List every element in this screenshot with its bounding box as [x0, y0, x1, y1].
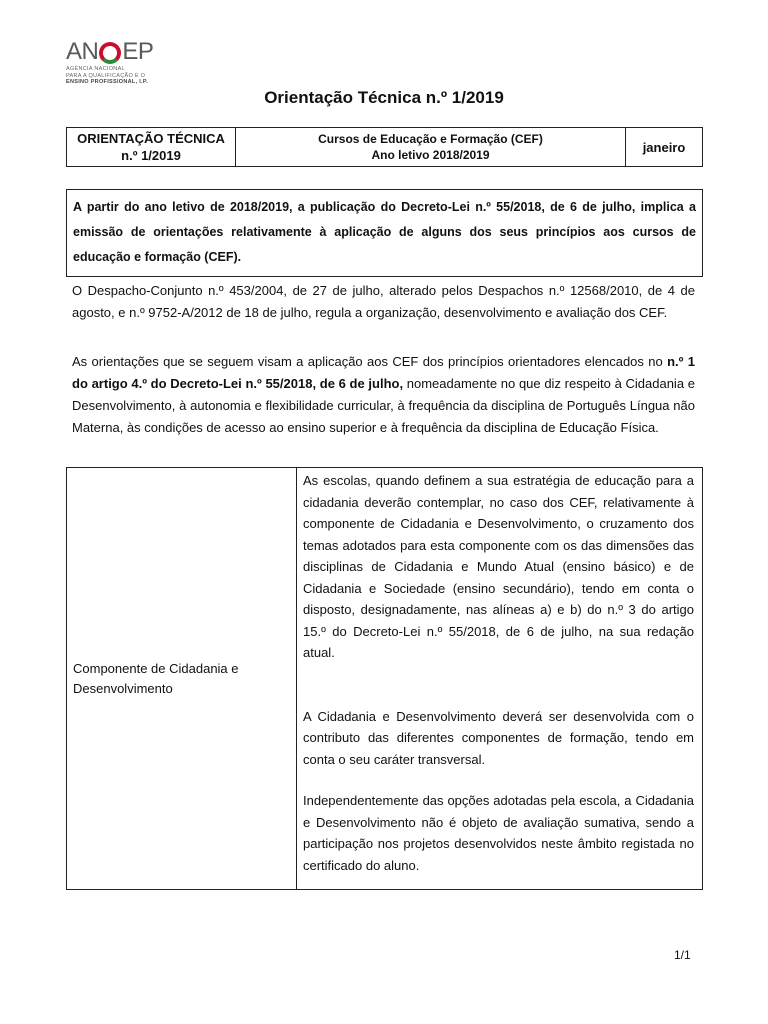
- paragraph-guidelines-text: nomeadamente no que diz respeito à Cidadania e Desenvolvimento, à autonomia e flexibilidade curricular, à frequência da disciplina de Português Língua não Materna, às condições de acesso ao ensino superior e à frequência da disciplina de Educação Física.: [72, 376, 695, 435]
- logo-q-mark: [99, 42, 121, 64]
- logo-wordmark: [66, 38, 153, 66]
- logo-tagline-line: ENSINO PROFISSIONAL, I.P.: [66, 79, 148, 85]
- component-label: Componente de Cidadania e Desenvolvimento: [67, 468, 297, 890]
- paragraph-guidelines-bold: n.º 1 do artigo 4.º do Decreto-Lei n.º 55/2018, de 6 de julho,: [72, 354, 695, 391]
- header-doc-id: [67, 128, 236, 167]
- logo-tagline-line: AGÊNCIA NACIONAL: [66, 66, 125, 72]
- component-paragraph: Independentemente das opções adotadas pela escola, a Cidadania e Desenvolvimento não é objeto de avaliação sumativa, sendo a participação nos projetos desenvolvidos neste âmbito registada no certificado do aluno.: [303, 793, 694, 873]
- intro-box: A partir do ano letivo de 2018/2019, a publicação do Decreto-Lei n.º 55/2018, de 6 de julho, implica a emissão de orientações relativamente à aplicação de alguns dos seus princípios aos cursos de educação e formação (CEF).: [66, 189, 703, 277]
- header-doc-id-line2: n.º 1/2019: [121, 148, 181, 163]
- component-paragraph: A Cidadania e Desenvolvimento deverá ser desenvolvida com o contributo das diferentes componentes de formação, tendo em conta o seu caráter transversal.: [303, 708, 694, 767]
- logo-text-right: EP: [122, 38, 154, 65]
- logo-tagline-line: PARA A QUALIFICAÇÃO E O: [66, 72, 146, 79]
- paragraph-guidelines: [72, 351, 695, 439]
- component-description: [297, 468, 703, 890]
- logo-tagline: [66, 66, 176, 86]
- header-school-year: Ano letivo 2018/2019: [371, 148, 490, 162]
- paragraph-dispatch: O Despacho-Conjunto n.º 453/2004, de 27 de julho, alterado pelos Despachos n.º 12568/2010, de 4 de agosto, e n.º 9752-A/2012 de 18 de julho, regula a organização, desenvolvimento e avaliação dos CEF.: [72, 283, 695, 320]
- header-course-name: Cursos de Educação e Formação (CEF): [318, 132, 543, 146]
- page-number: 1/1: [674, 948, 691, 962]
- component-paragraph: As escolas, quando definem a sua estratégia de educação para a cidadania deverão contemplar, no caso dos CEF, relativamente à componente de Cidadania e Desenvolvimento, o cruzamento dos temas adotados para esta componente com os das dimensões das disciplinas de Cidadania e Mundo Atual (ensino básico) e de Cidadania e Sociedade (ensino secundário), tendo em conta o disposto, designadamente, nas alíneas a) e b) do n.º 3 do artigo 15.º do Decreto-Lei n.º 55/2018, de 6 de julho, na sua redação atual.: [303, 473, 694, 660]
- component-table: [66, 467, 703, 890]
- header-doc-id-line1: ORIENTAÇÃO TÉCNICA: [77, 131, 225, 146]
- header-month: janeiro: [626, 128, 703, 167]
- header-table: [66, 127, 703, 167]
- anqep-logo: [66, 38, 186, 92]
- document-title: Orientação Técnica n.º 1/2019: [264, 88, 504, 107]
- header-course: [236, 128, 626, 167]
- paragraph-guidelines-text: As orientações que se seguem visam a aplicação aos CEF dos princípios orientadores elencados no: [72, 354, 668, 369]
- logo-text-left: AN: [66, 38, 99, 65]
